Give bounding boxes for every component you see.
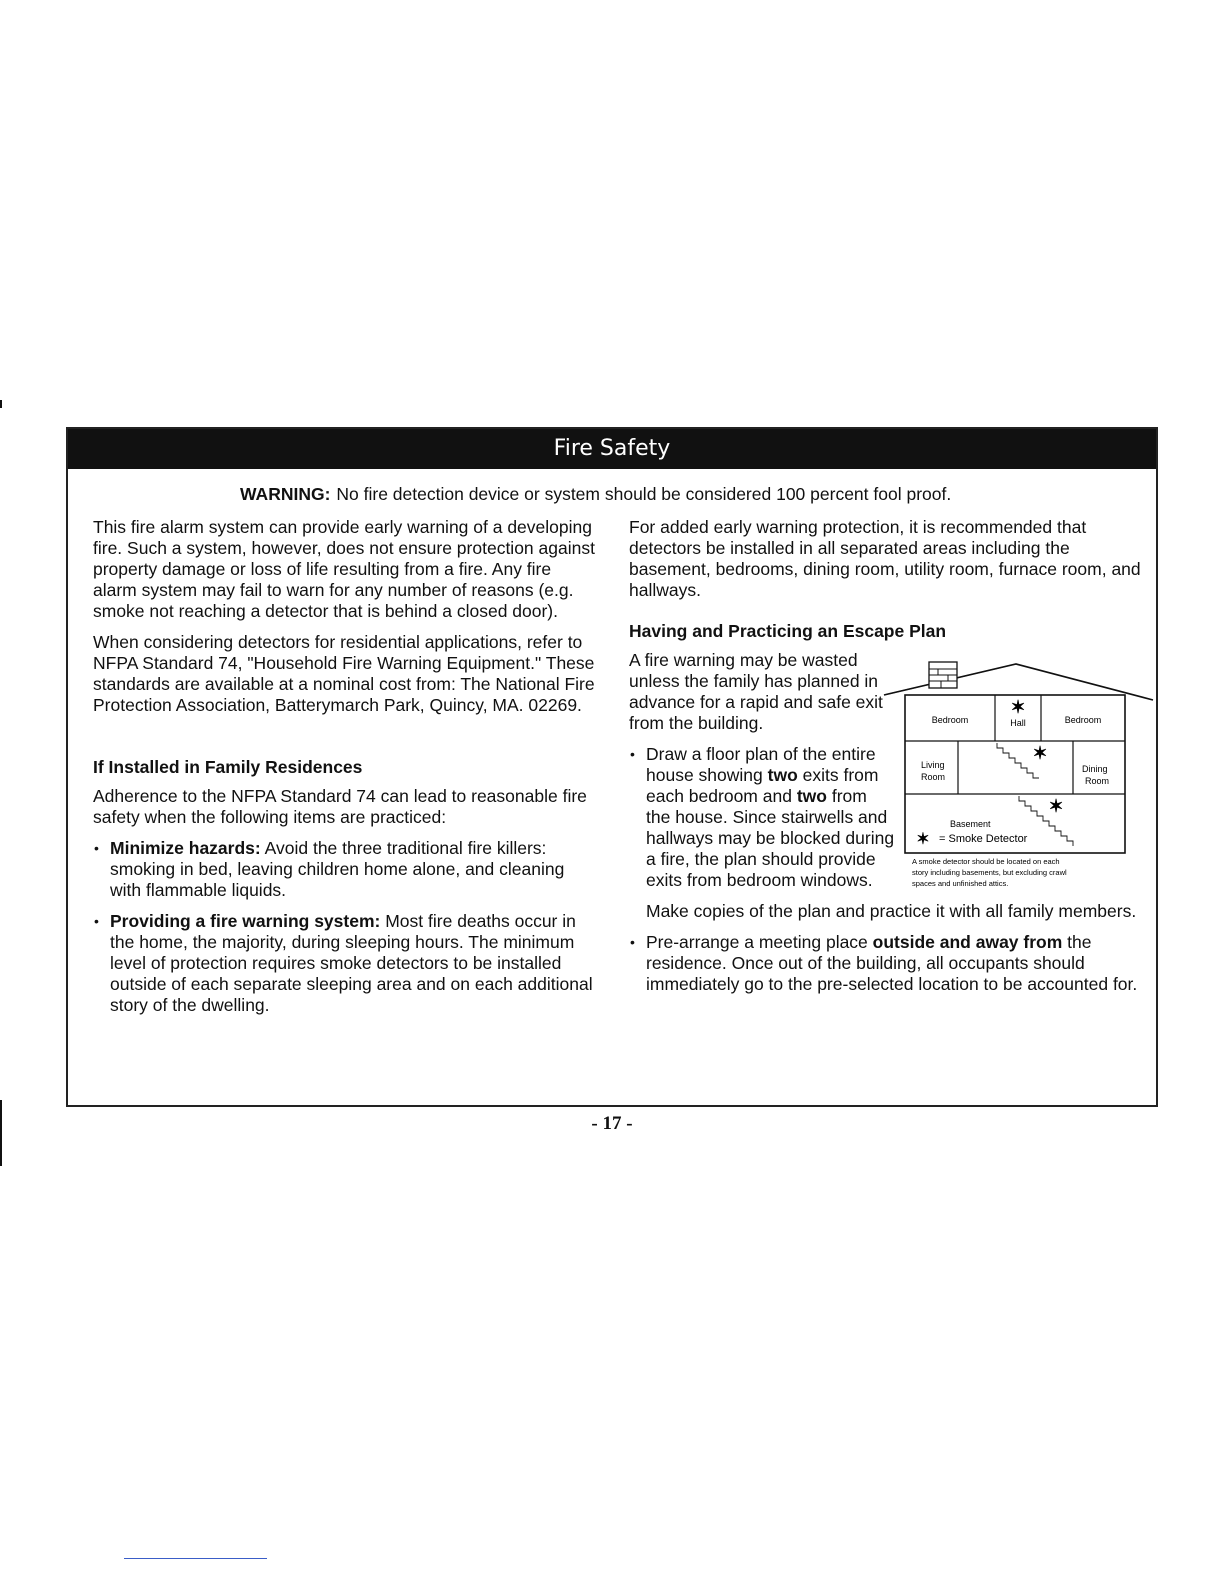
meeting-place-item bbox=[629, 932, 1149, 995]
meeting-place-text-2: the residence. Once out of the building, all occupants should immediately go to the pre-selected location to be accounted for. bbox=[646, 932, 1138, 994]
escape-intro-paragraph: A fire warning may be wasted unless the family has planned in advance for a rapid and safe exit from the building. bbox=[629, 650, 883, 733]
bedroom-right-label: Bedroom bbox=[1064, 715, 1102, 725]
floor-plan-text-2: exits from each bedroom and bbox=[646, 765, 879, 806]
house-floor-plan-diagram bbox=[819, 650, 1159, 896]
living-label-1: Living bbox=[921, 760, 945, 770]
chimney-icon bbox=[929, 662, 957, 688]
caption-line-3: spaces and unfinished attics. bbox=[912, 879, 1009, 888]
section-title: Fire Safety bbox=[68, 429, 1156, 469]
caption-line-1: A smoke detector should be located on each bbox=[912, 857, 1060, 866]
floor-plan-emphasis-1: two bbox=[767, 765, 798, 785]
bottom-rule bbox=[124, 1558, 267, 1559]
warning-system-item bbox=[93, 911, 598, 1016]
intro-paragraph: This fire alarm system can provide early warning of a developing fire. Such a system, however, does not ensure protection against property damage or loss of life resulting from a fire. Any fire alarm system may fail to warn for any number of reasons (e.g. smoke not reaching a detector that is behind a closed door). bbox=[93, 517, 595, 621]
dining-label-2: Room bbox=[1085, 776, 1110, 786]
minimize-hazards-label: Minimize hazards: bbox=[110, 838, 261, 858]
family-residences-heading: If Installed in Family Residences bbox=[93, 757, 363, 777]
floor-plan-text-1: Draw a floor plan of the entire house showing bbox=[646, 744, 876, 785]
nfpa-paragraph: When considering detectors for residential applications, refer to NFPA Standard 74, "Household Fire Warning Equipment." These standards are available at a nominal cost from: The National Fire Protection Association, Batterymarch Park, Quincy, MA. 02269. bbox=[93, 632, 595, 715]
legend-star-icon: ✶ bbox=[916, 831, 930, 848]
minimize-hazards-text: Avoid the three traditional fire killers: smoking in bed, leaving children home alone, and cleaning with flammable liquids. bbox=[110, 838, 565, 900]
hall-label: Hall bbox=[1010, 718, 1026, 728]
smoke-detector-star-main: ✶ bbox=[1032, 743, 1048, 763]
adherence-paragraph: Adherence to the NFPA Standard 74 can lead to reasonable fire safety when the following items are practiced: bbox=[93, 786, 587, 827]
warning-text: No fire detection device or system should be considered 100 percent fool proof. bbox=[336, 484, 952, 504]
left-column bbox=[93, 517, 598, 1026]
floor-plan-text-3: from the house. Since stairwells and hallways may be blocked during a fire, the plan should provide exits from bedroom windows. bbox=[646, 786, 895, 890]
page-number: - 17 - bbox=[591, 1113, 633, 1134]
escape-plan-heading: Having and Practicing an Escape Plan bbox=[629, 621, 947, 641]
scan-edge-mark bbox=[0, 400, 2, 408]
copies-paragraph: Make copies of the plan and practice it with all family members. bbox=[646, 901, 1137, 921]
basement-label: Basement bbox=[950, 819, 991, 829]
smoke-detector-star-hall: ✶ bbox=[1010, 697, 1026, 717]
smoke-detector-star-basement: ✶ bbox=[1048, 796, 1064, 816]
caption-line-2: story including basements, but excluding crawl bbox=[912, 868, 1067, 877]
dining-label-1: Dining bbox=[1082, 764, 1108, 774]
minimize-hazards-item bbox=[93, 838, 598, 901]
legend-text: = Smoke Detector bbox=[939, 833, 1028, 845]
meeting-place-emphasis: outside and away from bbox=[872, 932, 1063, 952]
warning-system-label: Providing a fire warning system: bbox=[110, 911, 381, 931]
early-warning-paragraph: For added early warning protection, it is recommended that detectors be installed in all separated areas including the basement, bedrooms, dining room, utility room, furnace room, and hallways. bbox=[629, 517, 1141, 600]
warning-system-text: Most fire deaths occur in the home, the majority, during sleeping hours. The minimum level of protection requires smoke detectors to be installed outside of each separate sleeping area and on each additional story of the dwelling. bbox=[110, 911, 593, 1015]
bedroom-left-label: Bedroom bbox=[931, 715, 969, 725]
warning-label: WARNING: bbox=[240, 484, 331, 504]
warning-line bbox=[240, 484, 951, 505]
scan-edge-line bbox=[0, 1100, 2, 1166]
living-label-2: Room bbox=[921, 772, 946, 782]
meeting-place-text-1: Pre-arrange a meeting place bbox=[646, 932, 868, 952]
floor-plan-emphasis-2: two bbox=[796, 786, 827, 806]
